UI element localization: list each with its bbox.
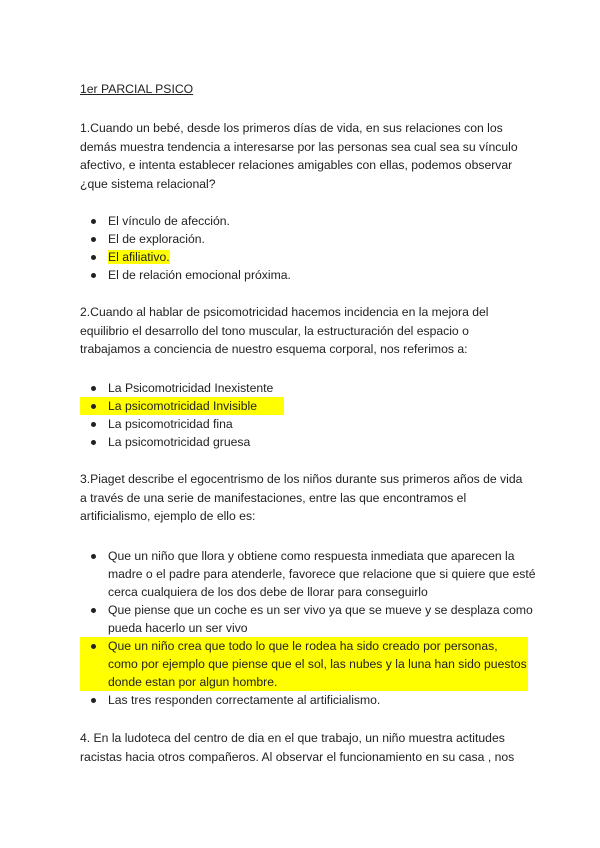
option-item (80, 547, 540, 601)
option-item (80, 212, 540, 230)
option-text-highlighted: La psicomotricidad Invisible (108, 399, 258, 413)
option-item-highlighted (80, 637, 528, 691)
option-text-highlighted: El afiliativo. (108, 250, 170, 264)
option-text: Las tres responden correctamente al artificialismo. (108, 693, 381, 707)
option-item (80, 433, 540, 451)
option-item (80, 230, 540, 248)
option-item (80, 691, 540, 709)
option-text: Que un niño que llora y obtiene como respuesta inmediata que aparecen la madre o el padre para atenderle, favorece que relacione que si quiere que esté cerca cualquiera de los dos debe de llorar para conseguirlo (108, 549, 536, 599)
option-item (80, 415, 540, 433)
option-text: El vínculo de afección. (108, 214, 230, 228)
document-title: 1er PARCIAL PSICO (80, 82, 194, 96)
option-text: El de exploración. (108, 232, 205, 246)
option-text: La psicomotricidad fina (108, 417, 233, 431)
question-3-text: 3.Piaget describe el egocentrismo de los niños durante sus primeros años de vida a través de una serie de manifestaciones, entre las que encontramos el artificialismo, ejemplo de ello es: (80, 472, 523, 523)
option-item-highlighted (80, 397, 284, 415)
question-3-options (80, 547, 540, 709)
option-item (80, 601, 540, 637)
question-2-options (80, 379, 540, 451)
option-text: El de relación emocional próxima. (108, 268, 291, 282)
question-2-text: 2.Cuando al hablar de psicomotricidad hacemos incidencia en la mejora del equilibrio el desarrollo del tono muscular, la estructuración del espacio o trabajamos a conciencia de nuestro esquema corporal, nos referimos a: (80, 305, 489, 356)
question-4-text: 4. En la ludoteca del centro de dia en el que trabajo, un niño muestra actitudes racistas hacia otros compañeros. Al observar el funcionamiento en su casa , nos (80, 731, 515, 764)
option-text: Que piense que un coche es un ser vivo ya que se mueve y se desplaza como pueda hacerlo un ser vivo (108, 603, 533, 635)
option-text: La Psicomotricidad Inexistente (108, 381, 274, 395)
option-item-highlighted (80, 248, 540, 266)
question-1-text: 1.Cuando un bebé, desde los primeros días de vida, en sus relaciones con los demás muestra tendencia a interesarse por las personas sea cual sea su vínculo afectivo, e intenta establecer relaciones amigables con ellas, podemos observar ¿que sistema relacional? (80, 121, 518, 191)
option-text-highlighted: Que un niño crea que todo lo que le rodea ha sido creado por personas, como por ejemplo que piense que el sol, las nubes y la luna han sido puestos donde estan por algun hombre. (108, 639, 527, 689)
option-item (80, 379, 540, 397)
question-1-options (80, 212, 540, 284)
option-text: La psicomotricidad gruesa (108, 435, 251, 449)
option-item (80, 266, 540, 284)
